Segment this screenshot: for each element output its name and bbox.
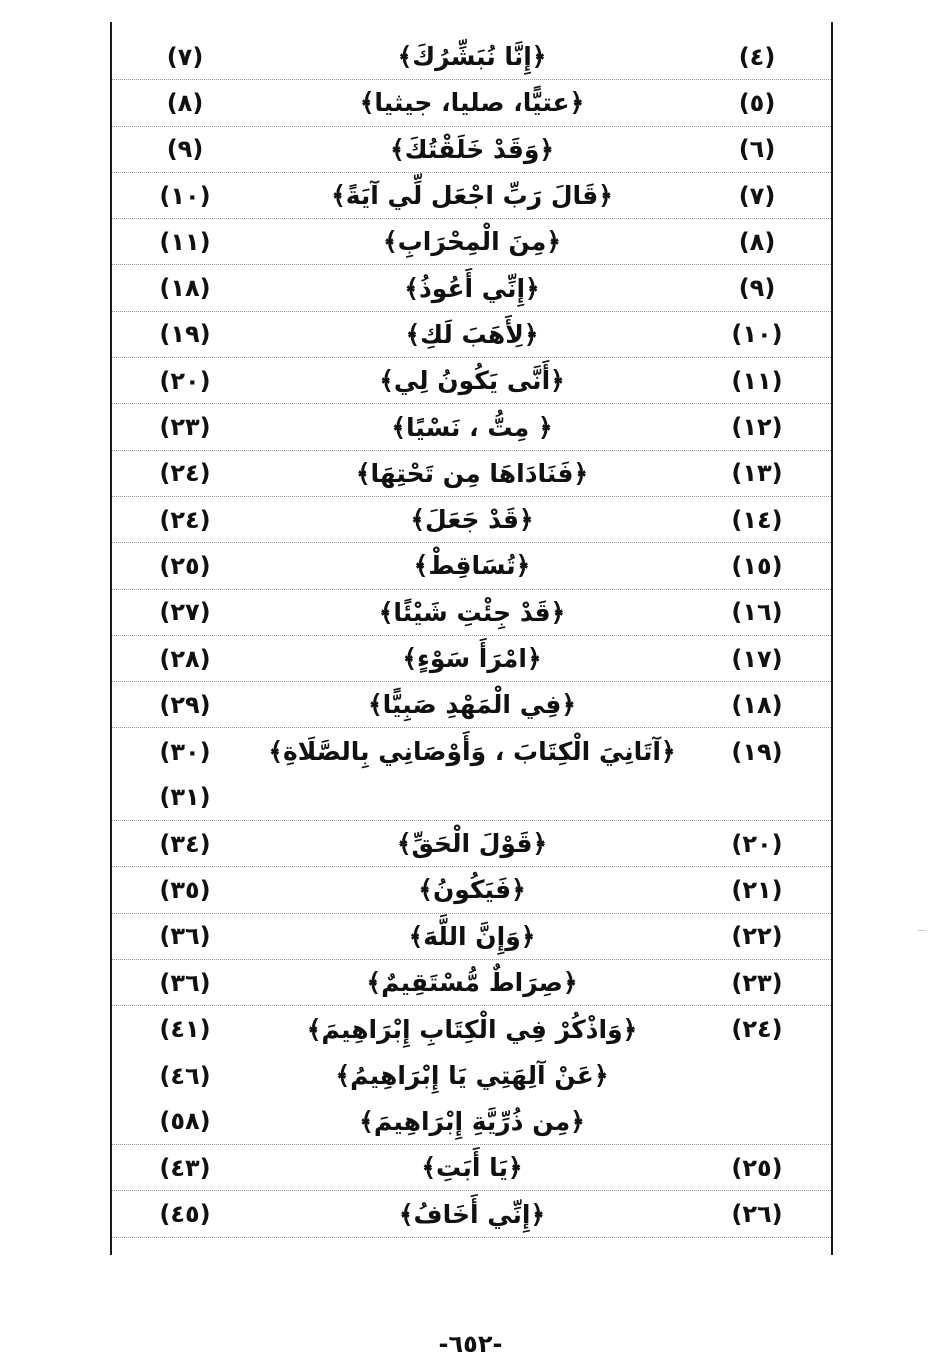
quran-phrase: ﴿وَاذْكُرْ فِي الْكِتَابِ إِبْرَاهِيمَ﴾	[306, 1014, 638, 1044]
margin-mark	[918, 930, 926, 931]
quran-phrase: ﴿قَوْلَ الْحَقِّ﴾	[396, 829, 548, 859]
reference-number: (١٩)	[159, 320, 211, 349]
verse-number: (١٠)	[731, 320, 783, 349]
table-row	[112, 127, 831, 173]
table-row	[112, 1145, 831, 1191]
page-number: -٦٥٢-	[438, 1330, 503, 1358]
reference-number: (١٨)	[159, 274, 211, 303]
table-row	[112, 358, 831, 404]
quran-phrase: ﴿ مِتُّ ، نَسْيًا﴾	[391, 412, 553, 442]
reference-number: (٨)	[166, 88, 204, 117]
reference-number: (١١)	[159, 227, 211, 256]
reference-number: (٩)	[166, 135, 204, 164]
quran-phrase: ﴿فَنَادَاهَا مِن تَحْتِهَا﴾	[355, 458, 589, 488]
quran-phrase: ﴿وَقَدْ خَلَقْتُكَ﴾	[389, 134, 555, 164]
verse-number: (٢٣)	[731, 968, 783, 997]
table-row	[112, 775, 831, 821]
table-row	[112, 312, 831, 358]
verse-number: (٤)	[738, 42, 776, 71]
quran-phrase: ﴿قَدْ جَعَلَ﴾	[410, 505, 534, 535]
quran-phrase	[262, 775, 682, 820]
reference-number: (٣١)	[159, 783, 211, 812]
quran-phrase: ﴿آتَانِيَ الْكِتَابَ ، وَأَوْصَانِي بِالصَّلَاةِ﴾	[268, 737, 676, 767]
reference-number: (٥٨)	[159, 1107, 211, 1136]
verse-number: (١٧)	[731, 644, 783, 673]
reference-number: (٢٧)	[159, 598, 211, 627]
verse-number: (١٢)	[731, 413, 783, 442]
quran-phrase: ﴿يَا أَبَتِ﴾	[421, 1153, 523, 1183]
table-row	[112, 728, 831, 774]
verse-number: (٢٤)	[731, 1015, 783, 1044]
verse-number: (٢٢)	[731, 922, 783, 951]
verse-number: (٦)	[738, 135, 776, 164]
table-row	[112, 1191, 831, 1237]
right-vertical-rule	[831, 22, 833, 1255]
quran-phrase: ﴿وَإِنَّ اللَّهَ﴾	[408, 921, 536, 951]
verse-number: (٢٦)	[731, 1200, 783, 1229]
table-row	[112, 80, 831, 126]
quran-phrase: ﴿فِي الْمَهْدِ صَبِيًّا﴾	[368, 690, 576, 720]
quran-phrase: ﴿إِنِّي أَعُوذُ﴾	[404, 273, 540, 303]
verse-number: (١١)	[731, 366, 783, 395]
table-row	[112, 914, 831, 960]
verse-number: (١٥)	[731, 551, 783, 580]
quran-phrase: ﴿تُسَاقِطْ﴾	[413, 551, 531, 581]
reference-number: (٣٠)	[159, 737, 211, 766]
verse-number: (٢٥)	[731, 1153, 783, 1182]
table-row	[112, 867, 831, 913]
table-row	[112, 173, 831, 219]
reference-number: (٢٩)	[159, 690, 211, 719]
verse-number: (٩)	[738, 274, 776, 303]
verse-number: (٢١)	[731, 875, 783, 904]
verse-number: (٥)	[738, 88, 776, 117]
quran-phrase: ﴿أَنَّى يَكُونُ لِي﴾	[379, 366, 565, 396]
reference-number: (٣٥)	[159, 875, 211, 904]
quran-phrase: ﴿عتيًّا، صليا، جيثيا﴾	[359, 88, 585, 118]
verse-number	[702, 1053, 812, 1099]
quran-phrase: ﴿فَيَكُونُ﴾	[418, 875, 526, 905]
table-row	[112, 590, 831, 636]
verse-number: (٧)	[738, 181, 776, 210]
quran-phrase: ﴿إِنَّا نُبَشِّرُكَ﴾	[397, 42, 547, 72]
verse-number: (٢٠)	[731, 829, 783, 858]
table-row	[112, 682, 831, 728]
reference-number: (٢٤)	[159, 459, 211, 488]
reference-number: (٢٥)	[159, 551, 211, 580]
verse-number: (١٣)	[731, 459, 783, 488]
quran-phrase: ﴿مِن ذُرِّيَّةِ إِبْرَاهِيمَ﴾	[359, 1106, 585, 1136]
table-row	[112, 543, 831, 589]
quran-phrase: ﴿صِرَاطٌ مُّسْتَقِيمٌ﴾	[366, 968, 578, 998]
reference-number: (٢٤)	[159, 505, 211, 534]
reference-number: (٢٣)	[159, 413, 211, 442]
reference-number: (٤٦)	[159, 1061, 211, 1090]
table-row	[112, 636, 831, 682]
verse-number: (١٨)	[731, 690, 783, 719]
table-row	[112, 497, 831, 543]
quran-phrase: ﴿مِنَ الْمِحْرَابِ﴾	[383, 227, 561, 257]
quran-phrase: ﴿إِنِّي أَخَافُ﴾	[398, 1199, 546, 1229]
quran-phrase: ﴿لِأَهَبَ لَكِ﴾	[405, 319, 539, 349]
table-row	[112, 404, 831, 450]
verse-number	[702, 775, 812, 820]
reference-number: (٤١)	[159, 1015, 211, 1044]
table-row	[112, 821, 831, 867]
table-row	[112, 960, 831, 1006]
reference-number: (٣٦)	[159, 922, 211, 951]
verse-number	[702, 1099, 812, 1144]
reference-number: (٣٤)	[159, 829, 211, 858]
reference-number: (٧)	[166, 42, 204, 71]
table-row	[112, 451, 831, 497]
quran-phrase: ﴿امْرَأَ سَوْءٍ﴾	[402, 644, 542, 673]
quran-phrase: ﴿قَدْ جِئْتِ شَيْئًا﴾	[378, 597, 566, 627]
reference-number: (٤٣)	[159, 1153, 211, 1182]
verse-index-table	[112, 34, 831, 1238]
table-row	[112, 219, 831, 265]
reference-number: (٢٠)	[159, 366, 211, 395]
quran-phrase: ﴿عَنْ آلِهَتِي يَا إِبْرَاهِيمُ﴾	[335, 1061, 609, 1091]
table-row	[112, 34, 831, 80]
reference-number: (٢٨)	[159, 644, 211, 673]
verse-number: (١٤)	[731, 505, 783, 534]
reference-number: (٤٥)	[159, 1200, 211, 1229]
table-row	[112, 1053, 831, 1099]
reference-number: (٣٦)	[159, 968, 211, 997]
verse-number: (١٩)	[731, 737, 783, 766]
verse-number: (١٦)	[731, 598, 783, 627]
verse-number: (٨)	[738, 227, 776, 256]
quran-phrase: ﴿قَالَ رَبِّ اجْعَل لِّي آيَةً﴾	[331, 181, 613, 211]
table-row	[112, 1099, 831, 1145]
table-row	[112, 265, 831, 311]
table-row	[112, 1006, 831, 1052]
reference-number: (١٠)	[159, 181, 211, 210]
